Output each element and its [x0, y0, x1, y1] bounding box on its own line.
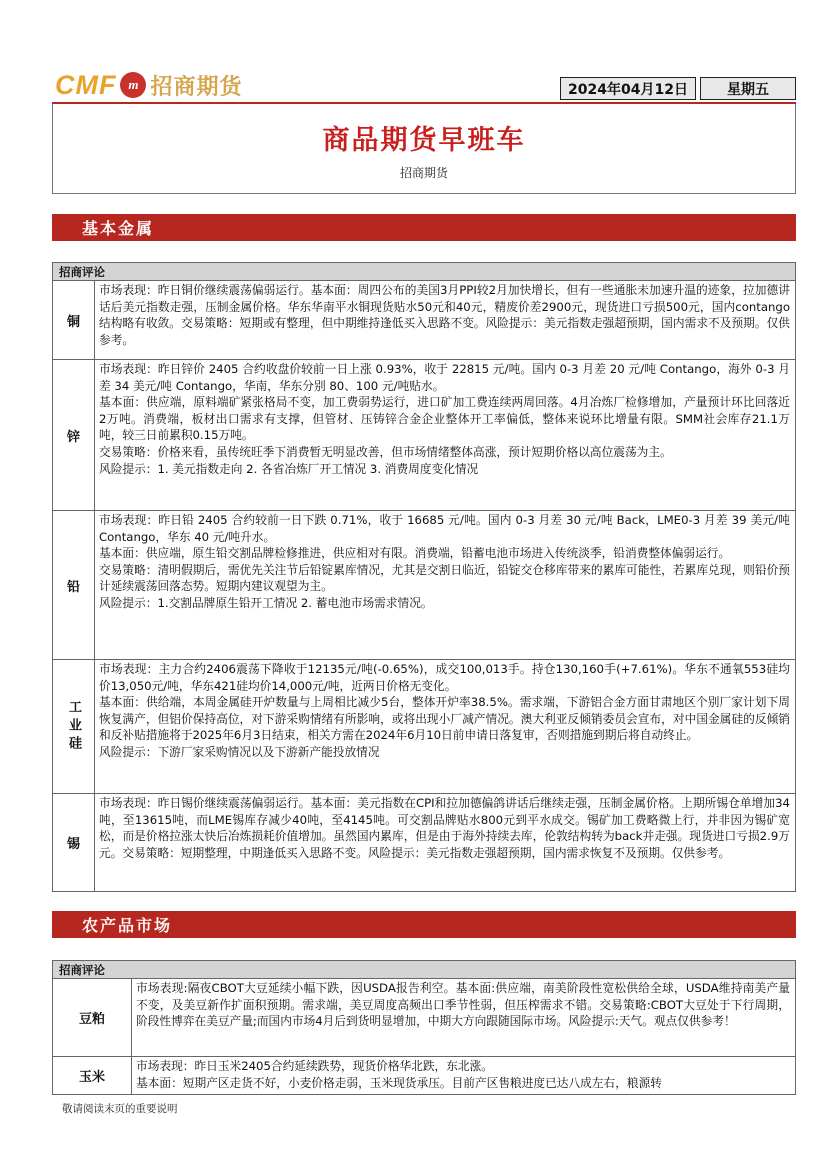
title-box: [52, 104, 796, 194]
comment-header: 招商评论: [52, 262, 796, 281]
paragraph: 市场表现：昨日锌价 2405 合约收盘价较前一日上涨 0.93%，收于 22815 元/吨。国内 0-3 月差 20 元/吨 Contango，海外 0-3 月差 34 美元/吨 Contango，华南，华东分别 80、100 元/吨贴水。: [99, 362, 790, 393]
logo-cn-text: 招商期货: [150, 74, 243, 100]
paragraph: 交易策略：清明假期后，需优先关注节后铅锭累库情况，尤其是交割日临近，铅锭交仓移库带来的累库可能性，若累库兑现，则铅价预计延续震荡回落态势。短期内建议观望为主。: [99, 562, 790, 594]
logo-mark-icon: m: [120, 72, 146, 98]
row-label: 锡: [53, 794, 95, 891]
report-date: 2024年04月12日: [560, 77, 696, 100]
paragraph: 基本面：供应端，原料端矿紧张格局不变，加工费弱势运行，进口矿加工费连续两周回落。4月冶炼厂检修增加，产量预计环比回落近2万吨。消费端，板材出口需求有支撑，但管材、压铸锌合金企业整体开工率偏低，整体来说环比增量有限。SMM社会库存21.1万吨，较三日前累积0.15万吨。: [99, 395, 790, 443]
row-content: [132, 979, 795, 1056]
paragraph: 市场表现：主力合约2406震荡下降收于12135元/吨(-0.65%)，成交100,013手。持仓130,160手(+7.61%)。华东不通氧553硅均价13,050元/吨，华东421硅均价14,000元/吨，近两日价格无变化。: [99, 662, 790, 693]
logo-cmf-text: CMF: [55, 69, 117, 100]
table-row-zinc: [52, 360, 796, 511]
paragraph: 市场表现：昨日铅 2405 合约较前一日下跌 0.71%，收于 16685 元/吨。国内 0-3 月差 30 元/吨 Back，LME0-3 月差 39 美元/吨 Contango，华东 40 元/吨升水。: [99, 513, 790, 544]
paragraph: 市场表现：昨日玉米2405合约延续跌势，现货价格华北跌，东北涨。: [136, 1059, 493, 1073]
paragraph: 市场表现:隔夜CBOT大豆延续小幅下跌，因USDA报告利空。基本面:供应端，南美阶段性宽松供给全球，USDA维持南美产量不变，及美豆新作扩面积预期。需求端，美豆周度高频出口季节性弱，但压榨需求不错。交易策略:CBOT大豆处于下行周期，阶段性博弈在美豆产量;而国内市场4月后到货明显增加，中期大方向跟随国际市场。风险提示:天气。观点仅供参考！: [136, 981, 790, 1029]
row-label: 工业硅: [66, 699, 81, 754]
row-content: [95, 511, 795, 659]
paragraph: 市场表现：昨日铜价继续震荡偏弱运行。基本面：周四公布的美国3月PPI较2月加快增长，但有一些通胀未加速升温的迹象，拉加德讲话后美元指数走强，压制金属价格。华东华南平水铜现货贴水50元和40元，精废价差2900元，现货进口亏损500元，国内contango结构略有收敛。交易策略：短期或有整理，但中期维持逢低买入思路不变。风险提示：美元指数走强超预期，国内需求不及预期。仅供参考。: [99, 283, 790, 347]
comment-header: 招商评论: [52, 960, 796, 979]
section-bar-base-metals: [52, 214, 796, 241]
paragraph: 风险提示：1.交割品牌原生铅开工情况 2. 蓄电池市场需求情况。: [99, 595, 433, 610]
row-label: 锌: [53, 360, 95, 510]
page-subtitle: 招商期货: [399, 166, 448, 180]
table-row-industrial-silicon: [52, 660, 796, 794]
row-label: 铜: [53, 281, 95, 359]
footer-disclaimer: 敬请阅读末页的重要说明: [62, 1103, 178, 1115]
row-label: 豆粕: [53, 979, 132, 1056]
row-content: [95, 794, 795, 891]
table-row-tin: [52, 794, 796, 892]
page-title: 商品期货早班车: [322, 125, 526, 156]
table-row-corn: [52, 1057, 796, 1095]
row-label: 铅: [53, 511, 95, 659]
table-row-lead: [52, 511, 796, 660]
row-content: [95, 281, 795, 359]
paragraph: 交易策略：价格来看，虽传统旺季下消费暂无明显改善，但市场情绪整体高涨，预计短期价格以高位震荡为主。: [99, 444, 672, 459]
table-row-soybean-meal: [52, 979, 796, 1057]
company-logo: [55, 68, 243, 102]
row-content: [95, 660, 795, 793]
section-title: 农产品市场: [82, 916, 173, 935]
paragraph: 风险提示：下游厂家采购情况以及下游新产能投放情况: [99, 744, 380, 759]
row-content: [95, 360, 795, 510]
paragraph: 市场表现：昨日锡价继续震荡偏弱运行。基本面：美元指数在CPI和拉加德偏鸽讲话后继续走强，压制金属价格。上期所锡仓单增加34吨，至13615吨，而LME锡库存减少40吨，至4145吨。可交割品牌贴水800元到平水成交。锡矿加工费略微上行，并非因为锡矿宽松，而是价格拉涨太快后冶炼损耗价值增加。虽然国内累库，但是由于海外持续去库，伦敦结构转为back并走强。现货进口亏损2.9万元。交易策略：短期整理，中期逢低买入思路不变。风险提示：美元指数走强超预期，国内需求恢复不及预期。仅供参考。: [99, 796, 790, 860]
section-bar-agriculture: [52, 911, 796, 938]
paragraph: 基本面：短期产区走货不好，小麦价格走弱，玉米现货承压。目前产区售粮进度已达八成左右，粮源转: [136, 1075, 662, 1090]
paragraph: 风险提示：1. 美元指数走向 2. 各省冶炼厂开工情况 3. 消费周度变化情况: [99, 461, 479, 476]
row-label-stacked: [53, 660, 95, 793]
table-row-copper: [52, 281, 796, 360]
report-weekday: 星期五: [700, 77, 796, 100]
row-label: 玉米: [53, 1057, 132, 1094]
row-content: [132, 1057, 795, 1094]
paragraph: 基本面：供应端，原生铅交割品牌检修推进，供应相对有限。消费端，铅蓄电池市场进入传统淡季，铅消费整体偏弱运行。: [99, 546, 731, 561]
paragraph: 基本面：供给端，本周金属硅开炉数量与上周相比减少5台，整体开炉率38.5%。需求端，下游铝合金方面甘肃地区个别厂家计划下周恢复满产，但铝价保持高位，对下游采购情绪有所影响，或将出现小厂减产情况。澳大利亚反倾销委员会宣布，对中国金属硅的反倾销和反补贴措施将于2025年6月3日结束，相关方需在2024年6月10日前申请日落复审，否则措施到期后将自动终止。: [99, 695, 790, 743]
section-title: 基本金属: [82, 219, 155, 238]
